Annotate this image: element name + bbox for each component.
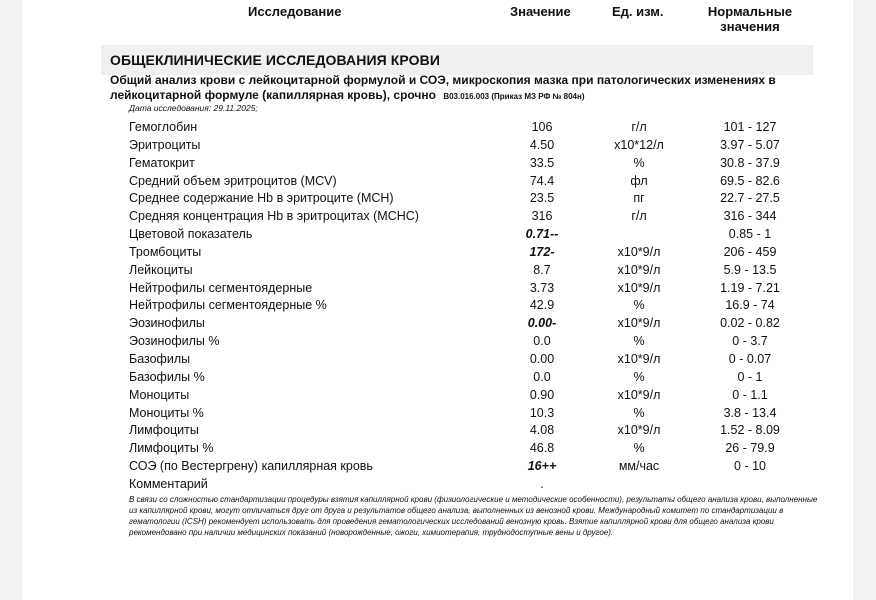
table-row xyxy=(0,243,876,261)
row-norm: 30.8 - 37.9 xyxy=(720,155,780,170)
row-value: 0.00 xyxy=(529,351,555,366)
row-value: 172- xyxy=(529,244,555,259)
header-norm-line2: значения xyxy=(720,19,780,34)
row-unit: пг xyxy=(633,191,645,206)
row-unit: % xyxy=(633,369,645,384)
row-norm: 0 - 0.07 xyxy=(728,351,772,366)
table-row xyxy=(0,421,876,439)
row-norm: 69.5 - 82.6 xyxy=(720,173,780,188)
row-norm: 101 - 127 xyxy=(723,120,777,134)
row-name: Нейтрофилы сегментоядерные % xyxy=(129,298,327,313)
row-unit: % xyxy=(633,298,645,313)
header-norm xyxy=(700,4,800,34)
table-row xyxy=(0,172,876,190)
section-header-bar xyxy=(101,45,813,75)
row-name: Лейкоциты xyxy=(129,262,193,277)
row-name: Эозинофилы % xyxy=(129,334,220,349)
row-name: Лимфоциты % xyxy=(129,441,214,456)
row-norm: 22.7 - 27.5 xyxy=(720,191,780,206)
row-value: 23.5 xyxy=(529,191,555,206)
row-value: 0.00- xyxy=(527,316,557,331)
row-unit: x10*9/л xyxy=(617,262,661,277)
row-unit: x10*12/л xyxy=(614,137,664,152)
footnote: В связи со сложностью стандартизации процедуры взятия капиллярной крови (физиологические и методические особенности), результаты общего анализа крови, выполненные из капиллярной крови, могут отличаться друг от друга и результатов общего анализа, выполненных из венозной крови. Международный комитет по стандартизации в гематологии (ICSH) рекомендует использовать для проведения гематологических исследований венозную кровь. Взятие капиллярной крови для общего анализа крови рекомендовано при наличии медицинских показаний (новорожденные, ожоги, химиотерапия, труднодоступные вены и другое). xyxy=(129,495,818,537)
row-unit: % xyxy=(633,155,645,170)
row-norm: 3.97 - 5.07 xyxy=(720,137,780,152)
table-row xyxy=(0,118,876,136)
table-row xyxy=(0,368,876,386)
row-value: 106 xyxy=(531,120,553,134)
row-value: 16++ xyxy=(527,459,557,474)
table-row xyxy=(0,189,876,207)
row-norm: 26 - 79.9 xyxy=(725,441,775,456)
row-name: Средняя концентрация Hb в эритроцитах (MCHC) xyxy=(129,209,419,224)
row-value: 3.73 xyxy=(529,280,555,295)
table-row xyxy=(0,314,876,332)
row-value: 10.3 xyxy=(529,405,555,420)
row-unit: г/л xyxy=(631,120,647,134)
row-norm: 1.19 - 7.21 xyxy=(720,280,780,295)
row-unit: x10*9/л xyxy=(617,244,661,259)
row-value: 42.9 xyxy=(529,298,555,313)
row-norm: 5.9 - 13.5 xyxy=(723,262,777,277)
row-norm: 1.52 - 8.09 xyxy=(720,423,780,438)
table-row xyxy=(0,404,876,422)
table-row xyxy=(0,154,876,172)
row-norm: 3.8 - 13.4 xyxy=(723,405,777,420)
row-name: Тромбоциты xyxy=(129,244,202,259)
table-row xyxy=(0,207,876,225)
row-norm: 206 - 459 xyxy=(723,244,777,259)
row-unit: x10*9/л xyxy=(617,280,661,295)
header-norm-line1: Нормальные xyxy=(707,4,793,19)
row-norm: 0 - 1.1 xyxy=(732,387,768,402)
row-norm: 16.9 - 74 xyxy=(725,298,775,313)
row-value: 33.5 xyxy=(529,155,555,170)
panel-title-text: Общий анализ крови с лейкоцитарной формулой и СОЭ, микроскопия мазка при патологических изменениях в лейкоцитарной формуле (капиллярная кровь), срочно xyxy=(110,73,776,102)
table-row xyxy=(0,457,876,475)
row-name: Эритроциты xyxy=(129,137,201,152)
row-value: 74.4 xyxy=(529,173,555,188)
panel-code: B03.016.003 (Приказ МЗ РФ № 804н) xyxy=(443,92,585,101)
table-row xyxy=(0,386,876,404)
row-norm: 0.85 - 1 xyxy=(728,227,772,242)
row-name: Цветовой показатель xyxy=(129,227,253,242)
row-unit: % xyxy=(633,405,645,420)
row-value: 8.7 xyxy=(533,262,551,277)
header-study: Исследование xyxy=(248,4,342,19)
row-name: Эозинофилы xyxy=(129,316,205,331)
table-row xyxy=(0,136,876,154)
row-norm: 316 - 344 xyxy=(723,209,777,224)
row-name: Среднее содержание Hb в эритроците (MCH) xyxy=(129,191,394,206)
row-value: 4.08 xyxy=(529,423,555,438)
header-value: Значение xyxy=(510,4,571,19)
row-name: Комментарий xyxy=(129,476,208,491)
row-unit: x10*9/л xyxy=(617,387,661,402)
row-name: Моноциты xyxy=(129,387,190,402)
row-name: Нейтрофилы сегментоядерные xyxy=(129,280,313,295)
row-norm: 0 - 10 xyxy=(734,459,766,474)
row-unit: x10*9/л xyxy=(617,423,661,438)
row-name: Моноциты % xyxy=(129,405,204,420)
row-name: Лимфоциты xyxy=(129,423,199,438)
section-title: ОБЩЕКЛИНИЧЕСКИЕ ИССЛЕДОВАНИЯ КРОВИ xyxy=(110,52,441,68)
row-norm: 0 - 1 xyxy=(737,369,763,384)
table-row xyxy=(0,350,876,368)
row-name: Базофилы xyxy=(129,351,191,366)
results-table xyxy=(0,118,876,493)
table-row xyxy=(0,296,876,314)
table-row xyxy=(0,332,876,350)
row-unit: г/л xyxy=(631,209,647,224)
row-unit: % xyxy=(633,334,645,349)
row-unit: % xyxy=(633,441,645,456)
row-name: Гемоглобин xyxy=(129,120,198,134)
row-name: Средний объем эритроцитов (MCV) xyxy=(129,173,337,188)
row-unit: мм/час xyxy=(618,459,660,474)
row-unit: x10*9/л xyxy=(617,316,661,331)
row-value: 4.50 xyxy=(529,137,555,152)
row-value: 0.0 xyxy=(533,334,551,349)
row-norm: 0.02 - 0.82 xyxy=(720,316,780,331)
row-value: 0.71-- xyxy=(525,227,559,242)
row-value: . xyxy=(540,476,544,491)
row-value: 46.8 xyxy=(529,441,555,456)
row-unit: x10*9/л xyxy=(617,351,661,366)
row-name: Базофилы % xyxy=(129,369,205,384)
study-date: Дата исследования: 29.11.2025; xyxy=(129,103,258,113)
row-value: 0.90 xyxy=(529,387,555,402)
row-unit: фл xyxy=(630,173,648,188)
panel-title xyxy=(110,73,810,104)
row-name: СОЭ (по Вестергрену) капиллярная кровь xyxy=(129,459,373,474)
table-row xyxy=(0,279,876,297)
row-norm: 0 - 3.7 xyxy=(732,334,768,349)
table-row xyxy=(0,261,876,279)
table-row xyxy=(0,475,876,493)
table-row xyxy=(0,439,876,457)
row-value: 316 xyxy=(531,209,553,224)
header-unit: Ед. изм. xyxy=(612,4,664,19)
table-row xyxy=(0,225,876,243)
row-name: Гематокрит xyxy=(129,155,195,170)
row-value: 0.0 xyxy=(533,369,551,384)
